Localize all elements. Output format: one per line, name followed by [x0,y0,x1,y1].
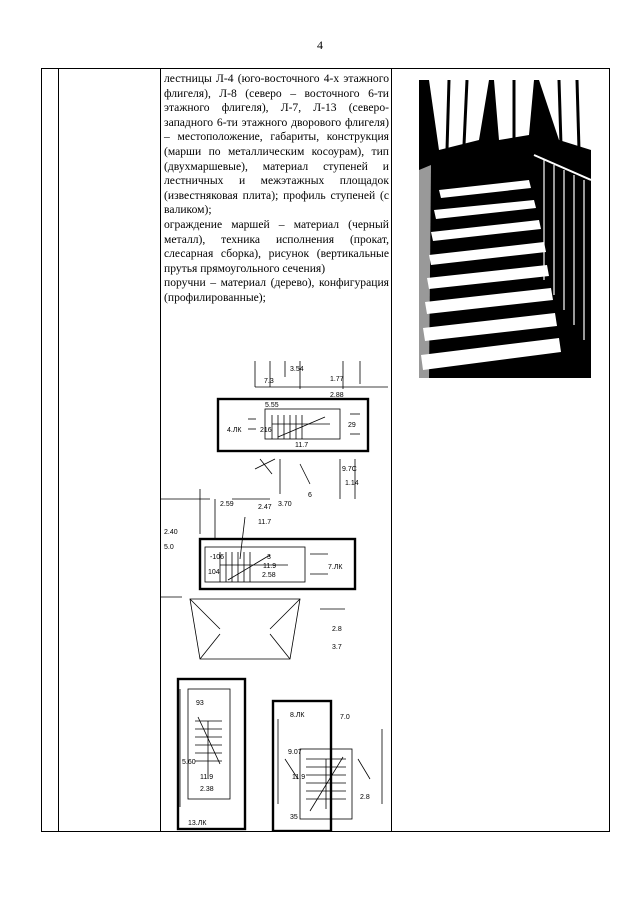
column-divider-3 [391,69,392,831]
svg-text:93: 93 [196,700,204,707]
description-text [164,72,389,306]
svg-text:5.55: 5.55 [265,402,279,409]
staircase-photo [419,80,591,378]
svg-text:2.47: 2.47 [258,504,272,511]
svg-text:11.7: 11.7 [258,519,272,526]
svg-text:3.70: 3.70 [278,501,292,508]
svg-text:2.8: 2.8 [332,626,342,633]
svg-text:9.07: 9.07 [288,749,302,756]
plan-4-label: 4.ЛК [227,427,242,434]
svg-text:2.58: 2.58 [262,572,276,579]
svg-text:5.0: 5.0 [164,544,174,551]
svg-text:29: 29 [348,422,356,429]
description-paragraph-railing: ограждение маршей – материал (черный металл), техника исполнения (прокат, слесарная сборка), рисунок (вертикальные прутья прямоугольного сечения) [164,217,389,275]
plan-4-outline [218,399,368,451]
page-number: 4 [317,38,323,52]
svg-text:-106: -106 [210,554,225,561]
svg-text:2.88: 2.88 [330,392,344,399]
svg-text:1.14: 1.14 [345,480,359,487]
svg-text:11.7: 11.7 [295,442,309,449]
svg-text:216: 216 [260,427,272,434]
svg-text:7.0: 7.0 [340,714,350,721]
svg-text:11.9: 11.9 [292,774,306,781]
plan-8-outline [273,701,331,831]
svg-text:3.7: 3.7 [332,644,342,651]
svg-text:7.3: 7.3 [264,378,274,385]
svg-text:2.8: 2.8 [360,794,370,801]
table-frame [41,68,610,832]
column-divider-1 [58,69,59,831]
plan-13-label: 13.ЛК [188,820,207,827]
plan-8-label: 8.ЛК [290,712,305,719]
description-paragraph-handrail: поручни – материал (дерево), конфигурация (профилированные); [164,276,389,304]
svg-text:11.9: 11.9 [263,563,277,570]
svg-text:1.77: 1.77 [330,376,344,383]
plan-7-label: 7.ЛК [328,564,343,571]
floor-plans-drawing [160,359,388,831]
svg-text:3.54: 3.54 [290,366,304,373]
svg-text:5.60: 5.60 [182,759,196,766]
svg-text:3: 3 [267,554,271,561]
svg-text:2.59: 2.59 [220,501,234,508]
svg-text:2.40: 2.40 [164,529,178,536]
svg-text:9.7С: 9.7С [342,466,357,473]
svg-text:11.9: 11.9 [200,774,214,781]
description-paragraph-stairs: лестницы Л-4 (юго-восточного 4-х этажного флигеля), Л-8 (северо – восточного 6-ти этажного флигеля), Л-7, Л-13 (северо-западного 6-ти этажного дворового флигеля) – местоположение, габариты, конструкция (марши по металлическим косоурам), тип (двухмаршевые), материал ступеней и лестничных и межэтажных площадок (известняковая плита); профиль ступеней (с валиком); [164,72,389,217]
svg-text:104: 104 [208,569,220,576]
svg-text:6: 6 [308,492,312,499]
svg-text:2.38: 2.38 [200,786,214,793]
svg-text:35: 35 [290,814,298,821]
